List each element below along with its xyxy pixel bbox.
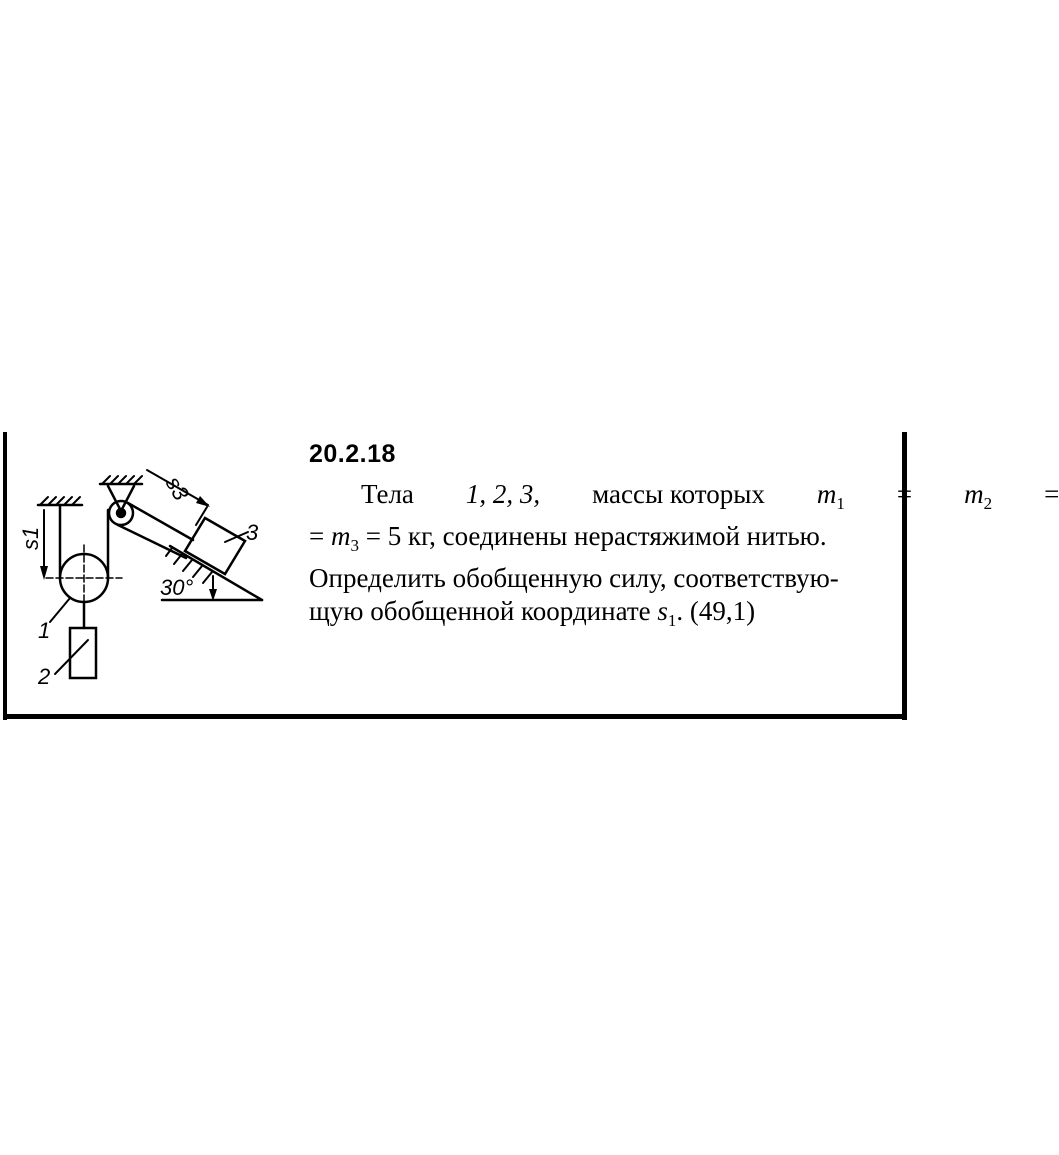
math-eq-2: = (1044, 479, 1059, 509)
body-1-leader (50, 598, 70, 622)
text-bodies-intro: Тела (361, 479, 414, 509)
body-2-leader (55, 640, 88, 674)
text-mass-value: 5 кг, соединены нерастяжимой нитью. (387, 521, 827, 551)
math-m3: $m_3$ (330, 521, 359, 555)
text-masses-phrase: массы которых (592, 479, 765, 509)
label-angle: 30° (160, 575, 194, 600)
text-body-numbers: 1, 2, 3, (465, 479, 541, 509)
label-body-1: 1 (38, 618, 51, 643)
problem-statement (309, 478, 1059, 637)
math-eq-1: = (896, 479, 913, 509)
label-body-2: 2 (38, 664, 51, 689)
label-s1: s1 (18, 526, 43, 550)
text-answer: . (49,1) (676, 596, 756, 626)
block-3 (185, 518, 245, 574)
text-coordinate-phrase: щую обобщенной координате (309, 596, 651, 626)
weight-2 (70, 628, 96, 678)
math-eq-3: = (309, 521, 325, 551)
math-s1: $s_1$ (657, 596, 677, 630)
math-m1: $m_1$ (816, 479, 845, 513)
s3-arrow-head (196, 496, 210, 507)
top-pulley-axle (117, 509, 125, 517)
problem-number: 20.2.18 (309, 440, 396, 468)
label-s3: s3 (160, 472, 194, 505)
statement-line-1 (309, 478, 1059, 520)
label-body-3: 3 (246, 520, 259, 545)
math-eq-4: = (365, 521, 381, 551)
statement-line-4 (309, 595, 889, 637)
math-m2: $m_2$ (964, 479, 993, 513)
statement-line-2 (309, 520, 889, 562)
statement-line-3: Определить обобщенную силу, соответствую- (309, 563, 839, 593)
